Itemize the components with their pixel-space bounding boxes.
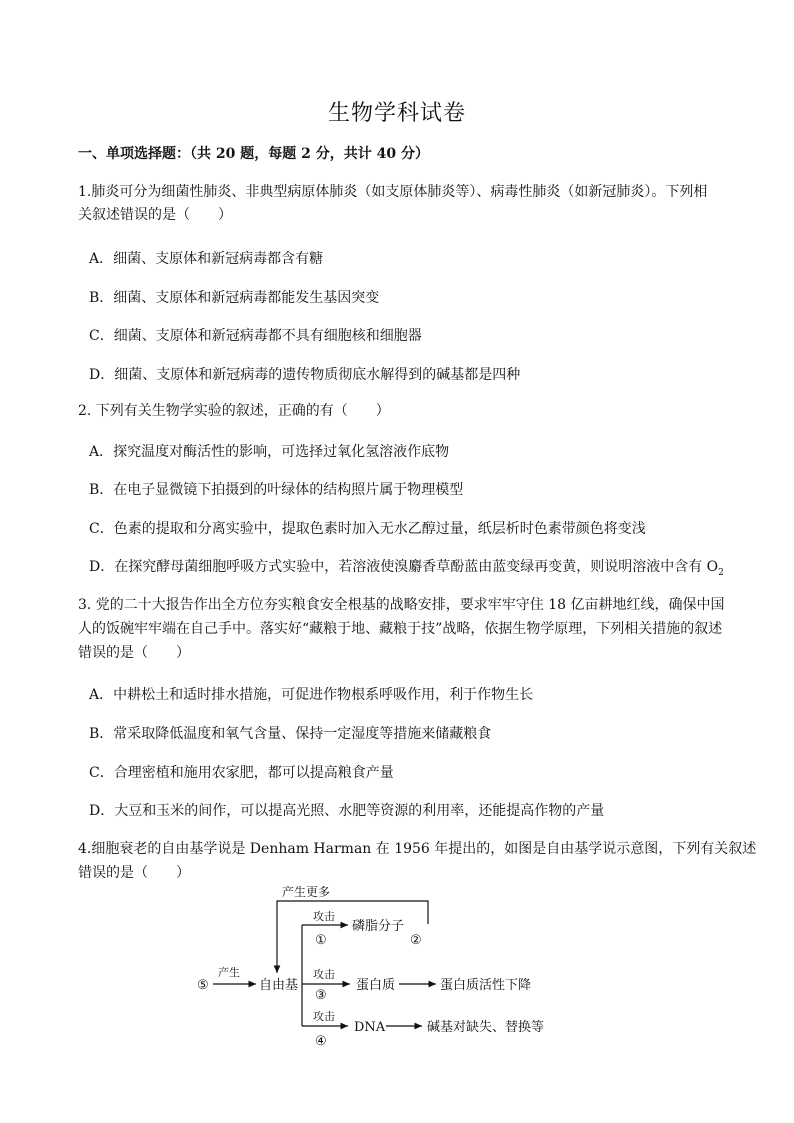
question-2-line-1: 2. 下列有关生物学实验的叙述，正确的有（ ） bbox=[78, 403, 390, 419]
branch-1-result: ② bbox=[410, 933, 422, 948]
page-title: 生物学科试卷 bbox=[327, 101, 466, 126]
question-1-option-a: A．细菌、支原体和新冠病毒都含有糖 bbox=[89, 251, 324, 267]
question-2-option-d-text: D．在探究酵母菌细胞呼吸方式实验中，若溶液使溴麝香草酚蓝由蓝变绿再变黄，则说明溶液中含有 O bbox=[89, 559, 719, 575]
question-3-option-a: A．中耕松土和适时排水措施，可促进作物根系呼吸作用，利于作物生长 bbox=[89, 687, 534, 703]
question-2-option-b: B．在电子显微镜下拍摄到的叶绿体的结构照片属于物理模型 bbox=[89, 482, 464, 498]
branch-3-result: 碱基对缺失、替换等 bbox=[427, 1020, 545, 1035]
question-4-line-2: 错误的是（ ） bbox=[78, 865, 190, 881]
question-2-option-a: A．探究温度对酶活性的影响，可选择过氧化氢溶液作底物 bbox=[89, 444, 450, 460]
question-3-option-b: B．常采取降低温度和氧气含量、保持一定湿度等措施来储藏粮食 bbox=[89, 726, 492, 742]
question-3-option-c: C．合理密植和施用农家肥，都可以提高粮食产量 bbox=[89, 765, 394, 781]
branch-1-attack-label: 攻击 bbox=[313, 910, 335, 923]
question-1-line-1: 1.肺炎可分为细菌性肺炎、非典型病原体肺炎（如支原体肺炎等）、病毒性肺炎（如新冠肺炎）。下列相 bbox=[78, 184, 708, 200]
question-3-line-3: 错误的是（ ） bbox=[78, 645, 190, 661]
question-3-line-1: 3. 党的二十大报告作出全方位夯实粮食安全根基的战略安排，要求牢牢守住 18 亿亩耕地红线，确保中国 bbox=[78, 597, 725, 613]
feedback-label: 产生更多 bbox=[282, 885, 331, 899]
branch-1-number: ① bbox=[315, 933, 327, 948]
branch-2-result: 蛋白质活性下降 bbox=[440, 978, 532, 993]
branch-2-target: 蛋白质 bbox=[356, 978, 396, 993]
center-node: 自由基 bbox=[259, 978, 299, 993]
question-1-option-b: B．细菌、支原体和新冠病毒都能发生基因突变 bbox=[89, 290, 380, 306]
question-3-line-2: 人的饭碗牢牢端在自己手中。落实好“藏粮于地、藏粮于技”战略，依据生物学原理，下列相关措施的叙述 bbox=[78, 621, 723, 637]
section-heading: 一、单项选择题：（共 20 题，每题 2 分，共计 40 分） bbox=[78, 146, 429, 162]
branch-2-attack-label: 攻击 bbox=[313, 968, 335, 981]
question-1-option-c: C．细菌、支原体和新冠病毒都不具有细胞核和细胞器 bbox=[89, 328, 422, 344]
branch-3-number: ④ bbox=[315, 1034, 327, 1049]
question-1-option-d: D．细菌、支原体和新冠病毒的遗传物质彻底水解得到的碱基都是四种 bbox=[89, 367, 521, 383]
question-4-line-1: 4.细胞衰老的自由基学说是 Denham Harman 在 1956 年提出的，如图是自由基学说示意图，下列有关叙述 bbox=[78, 841, 757, 857]
branch-3-attack-label: 攻击 bbox=[313, 1010, 335, 1023]
branch-2-number: ③ bbox=[315, 988, 327, 1003]
feedback-loop-line bbox=[277, 901, 428, 973]
branch-3-target: DNA bbox=[354, 1020, 386, 1035]
source-label: 产生 bbox=[218, 966, 240, 979]
branch-1-target: 磷脂分子 bbox=[352, 919, 405, 934]
oxygen-subscript: 2 bbox=[718, 567, 724, 578]
question-3-option-d: D．大豆和玉米的间作，可以提高光照、水肥等资源的利用率，还能提高作物的产量 bbox=[89, 803, 605, 819]
question-1-line-2: 关叙述错误的是（ ） bbox=[78, 207, 232, 223]
source-marker: ⑤ bbox=[197, 978, 209, 993]
question-2-option-c: C．色素的提取和分离实验中，提取色素时加入无水乙醇过量，纸层析时色素带颜色将变浅 bbox=[89, 521, 646, 537]
